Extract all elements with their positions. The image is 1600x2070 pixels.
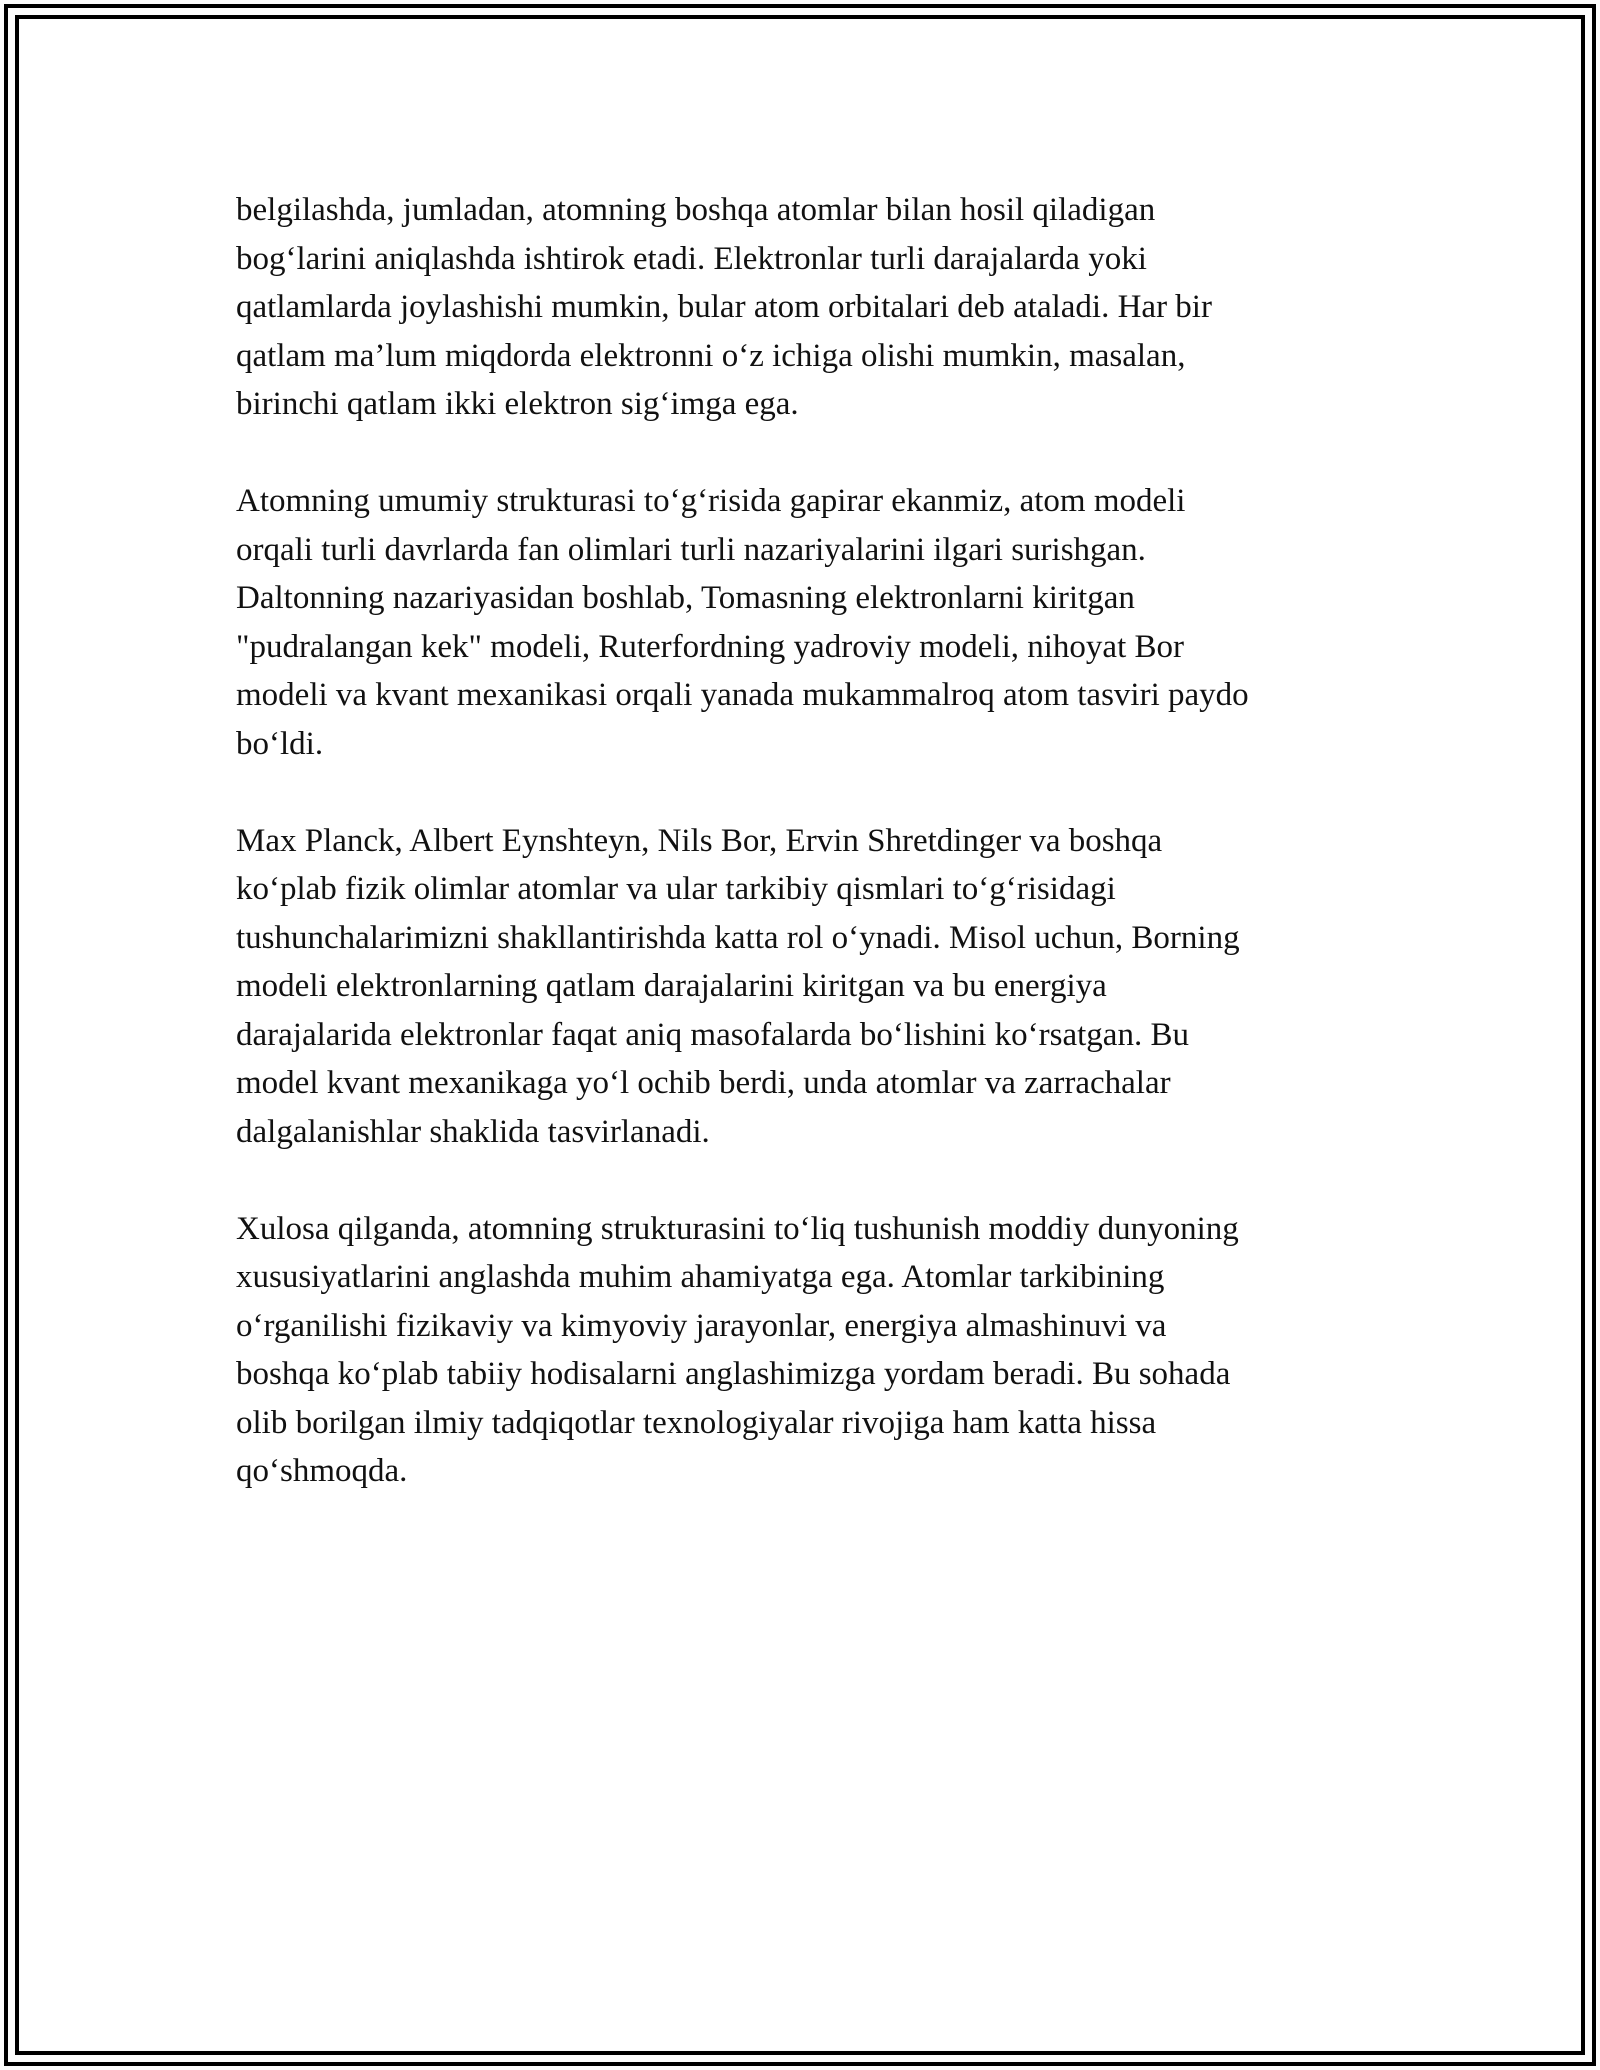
paragraph-4: Xulosa qilganda, atomning strukturasini to‘liq tushunish moddiy dunyoning xususiyatlarini anglashda muhim ahamiyatga ega. Atomlar tarkibining o‘rganilishi fizikaviy va kimyoviy jarayonlar, energiya almashinuvi va boshqa ko‘plab tabiiy hodisalarni anglashimizga yordam beradi. Bu sohada olib borilgan ilmiy tadqiqotlar texnologiyalar rivojiga ham katta hissa qo‘shmoqda.: [236, 1210, 1239, 1489]
paragraph-3: Max Planck, Albert Eynshteyn, Nils Bor, Ervin Shretdinger va boshqa ko‘plab fizik olimlar atomlar va ular tarkibiy qismlari to‘g‘risidagi tushunchalarimizni shakllantirishda katta rol o‘ynadi. Misol uchun, Borning modeli elektronlarning qatlam darajalarini kiritgan va bu energiya darajalarida elektronlar faqat aniq masofalarda bo‘lishini ko‘rsatgan. Bu model kvant mexanikaga yo‘l ochib berdi, unda atomlar va zarrachalar dalgalanishlar shaklida tasvirlanadi.: [236, 822, 1240, 1150]
document-body: [236, 186, 1386, 1544]
paragraph-2: Atomning umumiy strukturasi to‘g‘risida gapirar ekanmiz, atom modeli orqali turli davrlarda fan olimlari turli nazariyalarini ilgari surishgan. Daltonning nazariyasidan boshlab, Tomasning elektronlarni kiritgan "pudralangan kek" modeli, Ruterfordning yadroviy modeli, nihoyat Bor modeli va kvant mexanikasi orqali yanada mukammalroq atom tasviri paydo bo‘ldi.: [236, 483, 1249, 762]
paragraph-1: belgilashda, jumladan, atomning boshqa atomlar bilan hosil qiladigan bog‘larini aniqlashda ishtirok etadi. Elektronlar turli darajalarda yoki qatlamlarda joylashishi mumkin, bular atom orbitalari deb ataladi. Har bir qatlam ma’lum miqdorda elektronni o‘z ichiga olishi mumkin, masalan, birinchi qatlam ikki elektron sig‘imga ega.: [236, 192, 1212, 422]
